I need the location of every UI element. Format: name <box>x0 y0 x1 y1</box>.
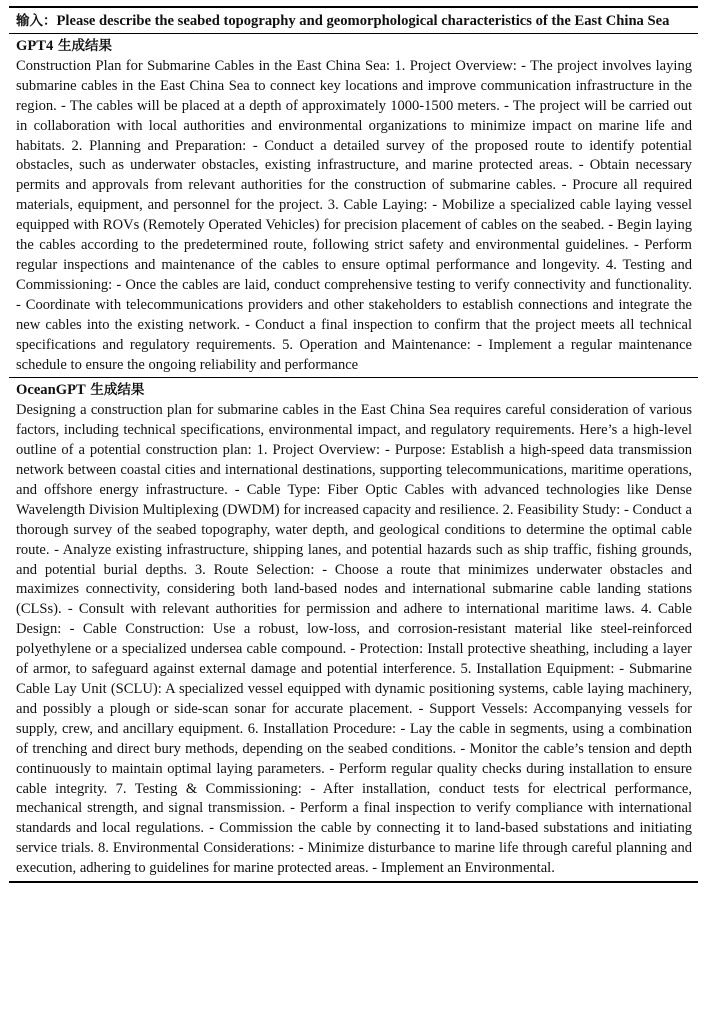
oceangpt-response-text: Designing a construction plan for submarine cables in the East China Sea requires careful consideration of various factors, including technical specifications, environmental impact, and regulatory requirements. Here’s a high-level outline of a potential construction plan: 1. Project Overview: - Purpose: Establish a high-speed data transmission network between coastal cities and international destinations, supporting telecommunications, maritime operations, and offshore energy infrastructure. - Cable Type: Fiber Optic Cables with advanced technologies like Dense Wavelength Division Multiplexing (DWDM) for increased capacity and resilience. 2. Feasibility Study: - Conduct a thorough survey of the seabed topography, water depth, and geological conditions to determine the optimal cable route. - Analyze existing infrastructure, shipping lanes, and potential hazards such as ship traffic, fishing grounds, and potential burial depths. 3. Route Selection: - Choose a route that minimizes underwater obstacles and maximizes connectivity, considering both land-based nodes and international submarine cable landing stations (CLSs). - Consult with relevant authorities for permission and adhere to international maritime laws. 4. Cable Design: - Cable Construction: Use a robust, low-loss, and corrosion-resistant material like steel-reinforced polyethylene or a specialized undersea cable compound. - Protection: Install protective sheathing, including a layer of armor, to safeguard against external damage and potential interference. 5. Installation Equipment: - Submarine Cable Lay Unit (SCLU): A specialized vessel equipped with dynamic positioning systems, cable laying machinery, and possibly a plough or side-scan sonar for accurate placement. - Support Vessels: Accompanying vessels for supply, crew, and ancillary equipment. 6. Installation Procedure: - Lay the cable in segments, using a combination of trenching and direct bury methods, depending on the seabed conditions. - Monitor the cable’s tension and depth continuously to maintain optimal laying parameters. - Perform regular quality checks during installation to ensure cable integrity. 7. Testing & Commissioning: - After installation, conduct tests for electrical performance, mechanical strength, and signal transmission. - Perform a final inspection to verify compliance with international standards and local regulations. - Commission the cable by connecting it to land-based substations and initiating service trials. 8. Environmental Considerations: - Minimize disturbance to marine life through careful planning and execution, adhering to guidelines for marine protected areas. - Implement an Environmental. <box>16 402 692 877</box>
gpt4-section <box>9 37 698 375</box>
oceangpt-section-title <box>16 381 692 401</box>
prompt-label: 输入： <box>16 13 57 29</box>
prompt-text: Please describe the seabed topography and geomorphological characteristics of the East China Sea <box>56 13 670 29</box>
oceangpt-section <box>9 381 698 879</box>
oceangpt-title-suffix: 生成结果 <box>85 382 145 399</box>
divider <box>9 377 698 378</box>
gpt4-response-text: Construction Plan for Submarine Cables in the East China Sea: 1. Project Overview: - The project involves laying submarine cables in the East China Sea to connect key locations and improve communication infrastructure in the region. - The cables will be placed at a depth of approximately 1000-1500 meters. - The project will be carried out in collaboration with local authorities and environmental organizations to minimize impact on marine life and habitats. 2. Planning and Preparation: - Conduct a detailed survey of the proposed route to identify potential obstacles, such as underwater obstacles, existing infrastructure, and marine protected areas. - Obtain necessary permits and approvals from relevant authorities for the construction of submarine cables. - Procure all required materials, equipment, and personnel for the project. 3. Cable Laying: - Mobilize a specialized cable laying vessel equipped with ROVs (Remotely Operated Vehicles) for precision placement of cables on the seabed. - Begin laying the cables according to the predetermined route, following strict safety and environmental guidelines. - Perform regular inspections and maintenance of the cables to ensure optimal performance and longevity. 4. Testing and Commissioning: - Once the cables are laid, conduct comprehensive testing to verify connectivity and functionality. - Coordinate with telecommunications providers and other stakeholders to establish connections and integrate the new cables into the existing network. - Conduct a final inspection to confirm that the project meets all technical specifications and regulatory requirements. 5. Operation and Maintenance: - Implement a regular maintenance schedule to ensure the ongoing reliability and performance <box>16 57 692 373</box>
gpt4-section-title <box>16 37 692 57</box>
oceangpt-model-name: OceanGPT <box>16 382 86 399</box>
prompt-row <box>9 8 698 33</box>
bottom-rule <box>9 881 698 883</box>
gpt4-model-name: GPT4 <box>16 38 54 54</box>
divider <box>9 33 698 34</box>
gpt4-title-suffix: 生成结果 <box>53 38 112 54</box>
comparison-table <box>9 6 698 883</box>
